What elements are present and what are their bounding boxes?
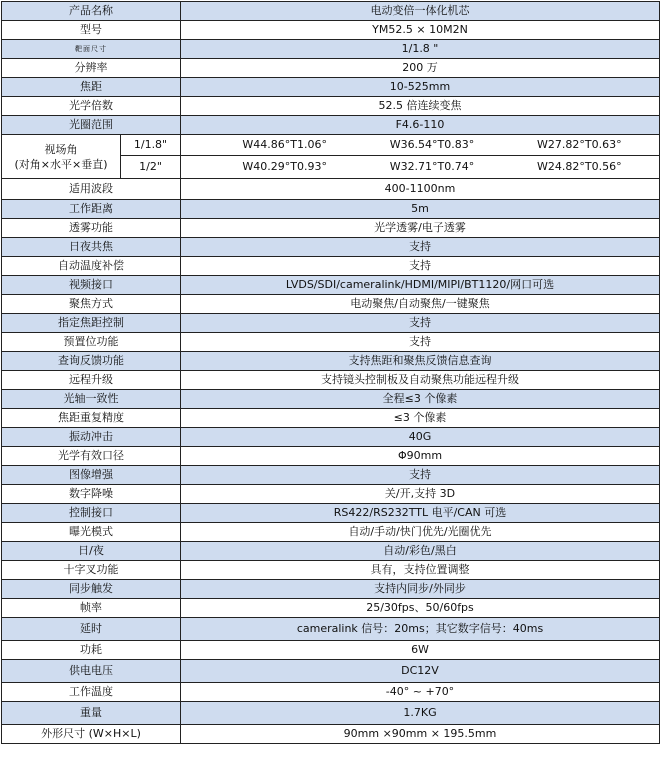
fov-diagonal: W44.86°T1.06°: [242, 138, 327, 151]
table-row: [2, 352, 660, 371]
table-row: [2, 561, 660, 580]
row-label: 供电电压: [2, 660, 181, 683]
row-value: ≤3 个像素: [181, 409, 660, 428]
row-label: 帧率: [2, 599, 181, 618]
row-label: 曝光模式: [2, 523, 181, 542]
row-label: 型号: [2, 21, 181, 40]
table-row: [2, 409, 660, 428]
row-value: 支持: [181, 466, 660, 485]
row-value: 支持: [181, 314, 660, 333]
table-row: [2, 238, 660, 257]
fov-label-main: 视场角: [44, 142, 78, 156]
row-value: 支持镜头控制板及自动聚焦功能远程升级: [181, 371, 660, 390]
row-value: 电动变倍一体化机芯: [181, 2, 660, 21]
row-label: 数字降噪: [2, 485, 181, 504]
table-row: [2, 200, 660, 219]
fov-sensor: 1/1.8": [121, 135, 181, 156]
row-value: 400-1100nm: [181, 179, 660, 200]
table-row: [2, 485, 660, 504]
row-value: F4.6-110: [181, 116, 660, 135]
row-value: 光学透雾/电子透雾: [181, 219, 660, 238]
row-value: 支持: [181, 238, 660, 257]
row-label: 光轴一致性: [2, 390, 181, 409]
row-label: 产品名称: [2, 2, 181, 21]
row-label: 透雾功能: [2, 219, 181, 238]
row-label: 十字叉功能: [2, 561, 181, 580]
row-value: 支持焦距和聚焦反馈信息查询: [181, 352, 660, 371]
row-label: 适用波段: [2, 179, 181, 200]
row-value: 200 万: [181, 59, 660, 78]
table-row: [2, 428, 660, 447]
row-value: Φ90mm: [181, 447, 660, 466]
row-label: 工作温度: [2, 683, 181, 702]
row-label: 日夜共焦: [2, 238, 181, 257]
table-row: [2, 21, 660, 40]
fov-row: [2, 135, 660, 156]
spec-table-body: [2, 2, 660, 179]
row-value: 支持内同步/外同步: [181, 580, 660, 599]
row-value: DC12V: [181, 660, 660, 683]
row-value: -40° ~ +70°: [181, 683, 660, 702]
table-row: [2, 59, 660, 78]
row-label: 聚焦方式: [2, 295, 181, 314]
row-label: 外形尺寸 (W×H×L): [2, 725, 181, 744]
fov-horizontal: W36.54°T0.83°: [389, 138, 475, 151]
table-row: [2, 702, 660, 725]
row-value: 5m: [181, 200, 660, 219]
row-label: 自动温度补偿: [2, 257, 181, 276]
row-label: 图像增强: [2, 466, 181, 485]
row-value: 支持: [181, 257, 660, 276]
row-label: 预置位功能: [2, 333, 181, 352]
row-label: 靶面尺寸: [2, 40, 181, 59]
row-label: 查询反馈功能: [2, 352, 181, 371]
fov-values: [181, 156, 660, 179]
table-row: [2, 295, 660, 314]
row-value: 6W: [181, 641, 660, 660]
table-row: [2, 40, 660, 59]
row-value: 全程≤3 个像素: [181, 390, 660, 409]
row-label: 光学有效口径: [2, 447, 181, 466]
table-row: [2, 641, 660, 660]
table-row: [2, 257, 660, 276]
table-row: [2, 580, 660, 599]
row-label: 振动冲击: [2, 428, 181, 447]
table-row: [2, 618, 660, 641]
row-label: 控制接口: [2, 504, 181, 523]
row-value: 关/开,支持 3D: [181, 485, 660, 504]
spec-table: [1, 1, 660, 744]
table-row: [2, 523, 660, 542]
fov-diagonal: W40.29°T0.93°: [242, 160, 327, 173]
row-label: 指定焦距控制: [2, 314, 181, 333]
row-value: 25/30fps、50/60fps: [181, 599, 660, 618]
table-row: [2, 542, 660, 561]
row-label: 延时: [2, 618, 181, 641]
table-row: [2, 371, 660, 390]
fov-sensor: 1/2": [121, 156, 181, 179]
spec-table-body-lower: [2, 179, 660, 744]
row-label: 重量: [2, 702, 181, 725]
fov-vertical: W24.82°T0.56°: [537, 160, 622, 173]
row-value: 52.5 倍连续变焦: [181, 97, 660, 116]
row-value: 支持: [181, 333, 660, 352]
row-value: 1.7KG: [181, 702, 660, 725]
table-row: [2, 725, 660, 744]
table-row: [2, 179, 660, 200]
table-row: [2, 333, 660, 352]
row-value: 1/1.8 ": [181, 40, 660, 59]
table-row: [2, 219, 660, 238]
table-row: [2, 116, 660, 135]
row-value: 40G: [181, 428, 660, 447]
table-row: [2, 660, 660, 683]
row-label: 光学倍数: [2, 97, 181, 116]
row-label: 工作距离: [2, 200, 181, 219]
row-value: 具有，支持位置调整: [181, 561, 660, 580]
table-row: [2, 314, 660, 333]
row-value: 自动/手动/快门优先/光圈优先: [181, 523, 660, 542]
row-value: cameralink 信号：20ms；其它数字信号：40ms: [181, 618, 660, 641]
row-label: 分辨率: [2, 59, 181, 78]
table-row: [2, 97, 660, 116]
row-label: 光圈范围: [2, 116, 181, 135]
row-value: 10-525mm: [181, 78, 660, 97]
table-row: [2, 466, 660, 485]
table-row: [2, 599, 660, 618]
row-label: 功耗: [2, 641, 181, 660]
table-row: [2, 390, 660, 409]
row-label: 日/夜: [2, 542, 181, 561]
table-row: [2, 276, 660, 295]
fov-label-sub: (对角×水平×垂直): [14, 157, 108, 171]
table-row: [2, 504, 660, 523]
fov-label: [2, 135, 121, 179]
fov-values: [181, 135, 660, 156]
row-label: 远程升级: [2, 371, 181, 390]
row-value: YM52.5 × 10M2N: [181, 21, 660, 40]
fov-horizontal: W32.71°T0.74°: [389, 160, 475, 173]
row-label: 视频接口: [2, 276, 181, 295]
row-value: 电动聚焦/自动聚焦/一键聚焦: [181, 295, 660, 314]
row-label: 焦距重复精度: [2, 409, 181, 428]
row-label: 焦距: [2, 78, 181, 97]
row-value: RS422/RS232TTL 电平/CAN 可选: [181, 504, 660, 523]
fov-vertical: W27.82°T0.63°: [537, 138, 622, 151]
table-row: [2, 447, 660, 466]
table-row: [2, 78, 660, 97]
table-row: [2, 2, 660, 21]
row-value: LVDS/SDI/cameralink/HDMI/MIPI/BT1120/网口可选: [181, 276, 660, 295]
row-value: 自动/彩色/黑白: [181, 542, 660, 561]
table-row: [2, 683, 660, 702]
row-value: 90mm ×90mm × 195.5mm: [181, 725, 660, 744]
row-label: 同步触发: [2, 580, 181, 599]
